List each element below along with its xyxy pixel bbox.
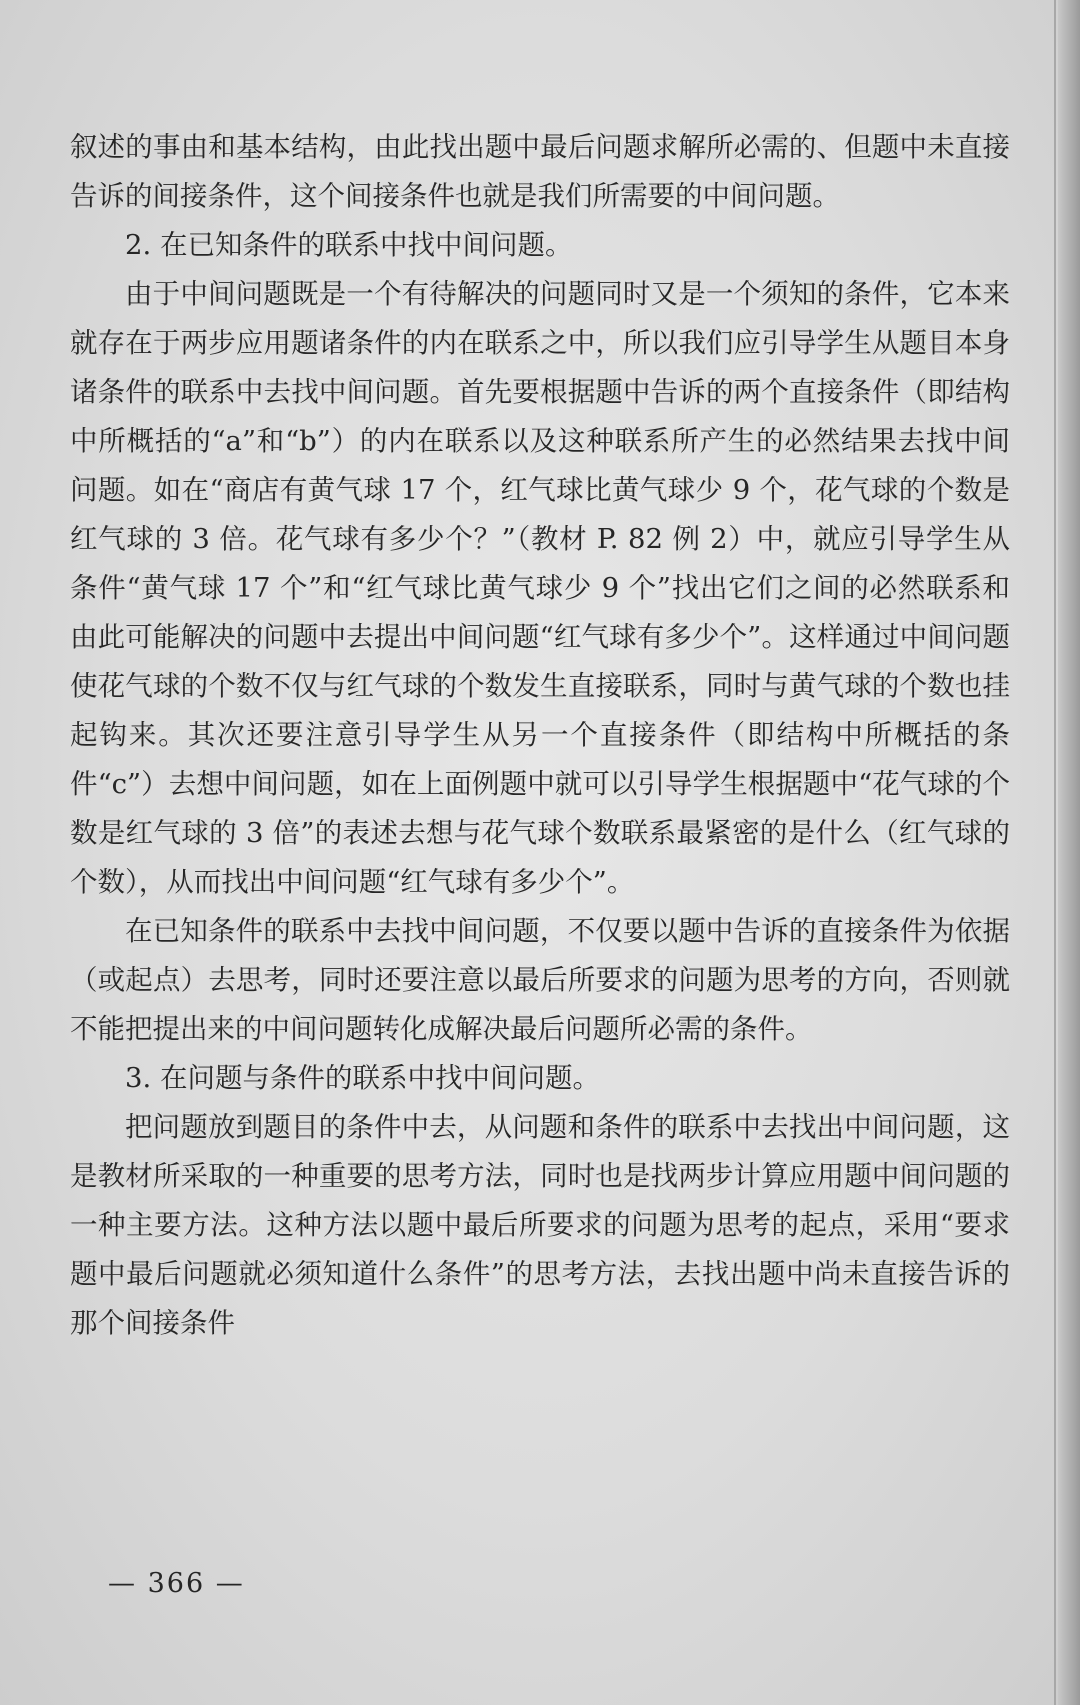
paragraph-1: 叙述的事由和基本结构，由此找出题中最后问题求解所必需的、但题中未直接告诉的间接条件，这个间接条件也就是我们所需要的中间问题。 xyxy=(70,131,1010,212)
section-heading-3: 3. 在问题与条件的联系中找中间问题。 xyxy=(125,1062,600,1094)
paragraph-3: 由于中间问题既是一个有待解决的问题同时又是一个须知的条件，它本来就存在于两步应用题诸条件的内在联系之中，所以我们应引导学生从题目本身诸条件的联系中去找中间问题。首先要根据题中告诉的两个直接条件（即结构中所概括的“a”和“b”）的内在联系以及这种联系所产生的必然结果去找中间问题。如在“商店有黄气球 17 个，红气球比黄气球少 9 个，花气球的个数是红气球的 3 倍。花气球有多少个？”（教材 P. 82 例 2）中，就应引导学生从条件“黄气球 17 个”和“红气球比黄气球少 9 个”找出它们之间的必然联系和由此可能解决的问题中去提出中间问题“红气球有多少个”。这样通过中间问题使花气球的个数不仅与红气球的个数发生直接联系，同时与黄气球的个数也挂起钩来。其次还要注意引导学生从另一个直接条件（即结构中所概括的条件“c”）去想中间问题，如在上面例题中就可以引导学生根据题中“花气球的个数是红气球的 3 倍”的表述去想与花气球个数联系最紧密的是什么（红气球的个数），从而找出中间问题“红气球有多少个”。 xyxy=(70,278,1010,898)
page-edge-line xyxy=(1054,0,1056,1705)
body-text xyxy=(70,123,1010,1348)
section-heading-2: 2. 在已知条件的联系中找中间问题。 xyxy=(125,229,573,261)
paragraph-4: 在已知条件的联系中去找中间问题，不仅要以题中告诉的直接条件为依据（或起点）去思考，同时还要注意以最后所要求的问题为思考的方向，否则就不能把提出来的中间问题转化成解决最后问题所必需的条件。 xyxy=(70,915,1010,1045)
page-binding-edge xyxy=(1058,0,1080,1705)
page-number: — 366 — xyxy=(108,1568,245,1599)
paragraph-6: 把问题放到题目的条件中去，从问题和条件的联系中去找出中间问题，这是教材所采取的一种重要的思考方法，同时也是找两步计算应用题中间问题的一种主要方法。这种方法以题中最后所要求的问题为思考的起点，采用“要求题中最后问题就必须知道什么条件”的思考方法，去找出题中尚未直接告诉的那个间接条件 xyxy=(70,1111,1010,1339)
